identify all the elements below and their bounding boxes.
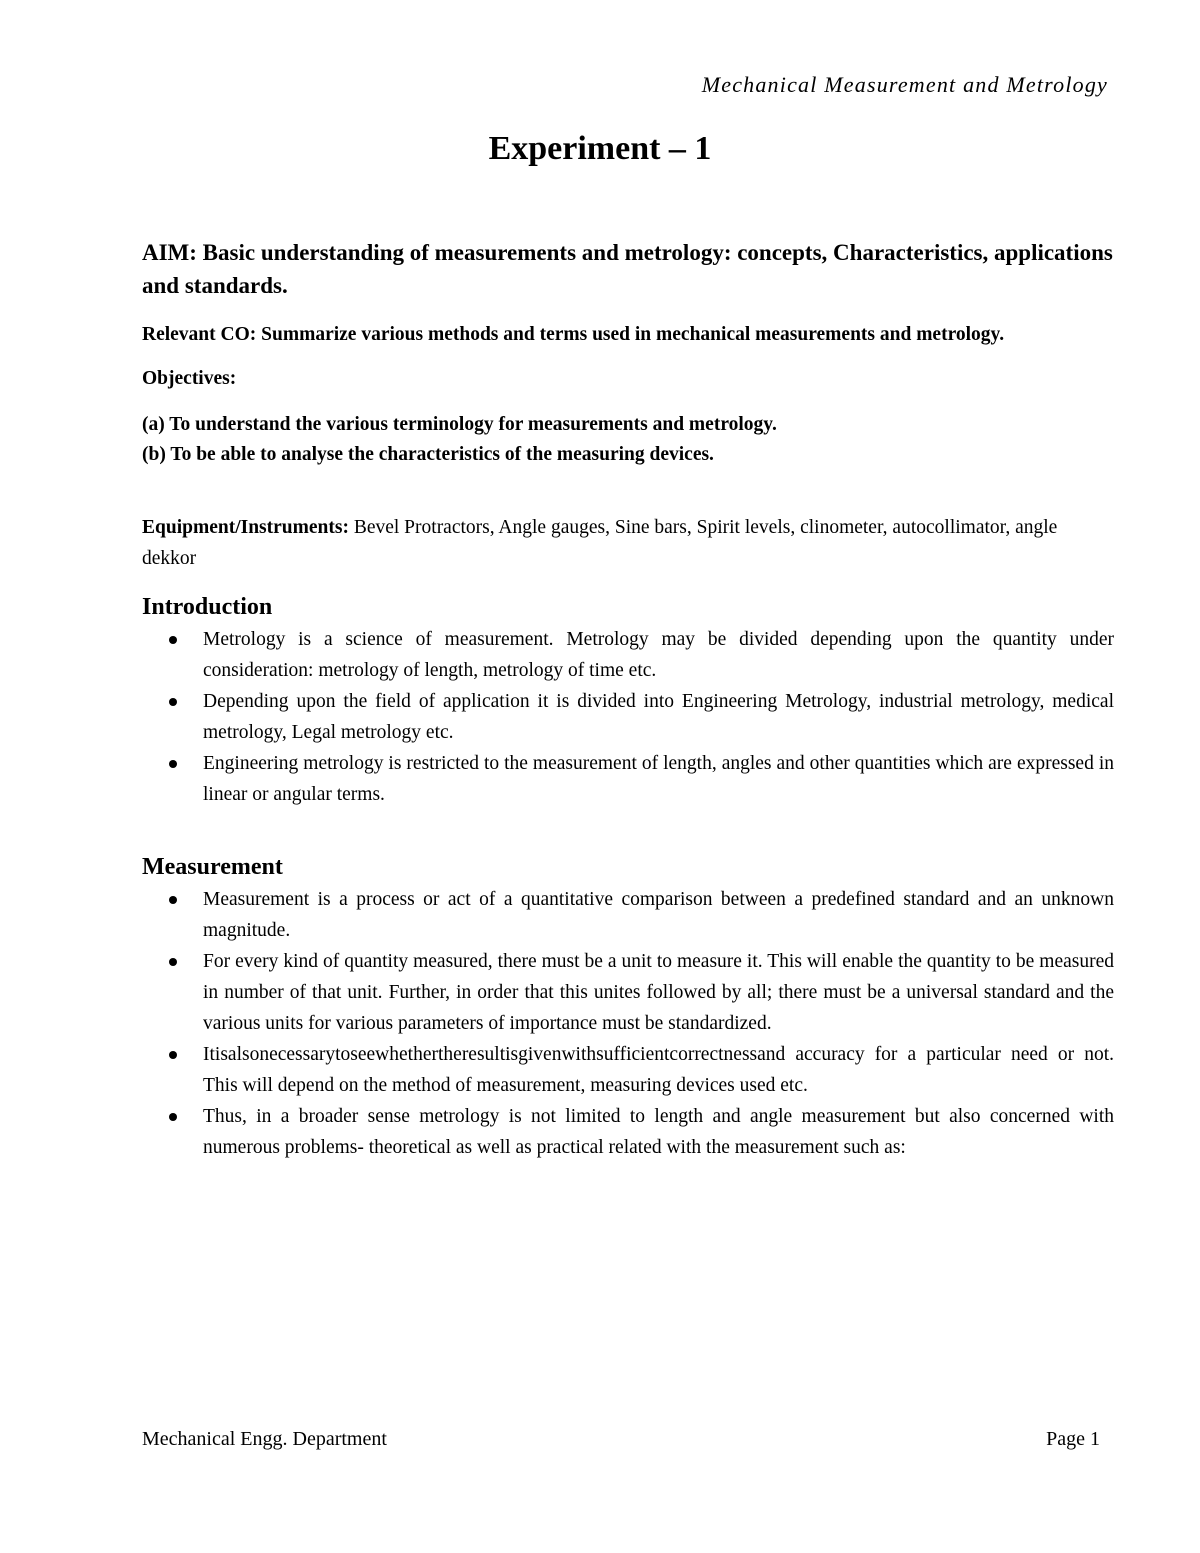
measurement-heading: Measurement: [142, 854, 283, 880]
bullet-icon: [169, 698, 177, 706]
list-item: Itisalsonecessarytoseewhethertheresultisgivenwithsufficientcorrectnessand accuracy for a particular need or not. This will depend on the method of measurement, measuring devices used etc.: [142, 1039, 1114, 1101]
footer-department: Mechanical Engg. Department: [142, 1428, 387, 1450]
bullet-icon: [169, 760, 177, 768]
list-item: For every kind of quantity measured, there must be a unit to measure it. This will enable the quantity to be measured in number of that unit. Further, in order that this unites followed by all; there must be a universal standard and the various units for various parameters of importance must be standardized.: [142, 946, 1114, 1039]
introduction-heading: Introduction: [142, 594, 273, 620]
bullet-icon: [169, 1051, 177, 1059]
bullet-icon: [169, 636, 177, 644]
list-item: Depending upon the field of application it is divided into Engineering Metrology, industrial metrology, medical metrology, Legal metrology etc.: [142, 686, 1114, 748]
objective-item: (b) To be able to analyse the characteristics of the measuring devices.: [142, 444, 714, 465]
bullet-icon: [169, 896, 177, 904]
equipment-text: Bevel Protractors, Angle gauges, Sine bars, Spirit levels, clinometer, autocollimator, angle dekkor: [142, 517, 1058, 569]
bullet-icon: [169, 958, 177, 966]
list-item: Thus, in a broader sense metrology is not limited to length and angle measurement but also concerned with numerous problems- theoretical as well as practical related with the measurement such as:: [142, 1101, 1114, 1163]
list-item: Metrology is a science of measurement. Metrology may be divided depending upon the quantity under consideration: metrology of length, metrology of time etc.: [142, 624, 1114, 686]
footer-page-number: Page 1: [1046, 1428, 1100, 1450]
objectives-heading: Objectives:: [142, 368, 237, 389]
measurement-list: [142, 884, 1114, 1163]
equipment-label: Equipment/Instruments:: [142, 517, 349, 538]
introduction-list: [142, 624, 1114, 810]
running-header: Mechanical Measurement and Metrology: [701, 72, 1108, 97]
objective-item: (a) To understand the various terminology for measurements and metrology.: [142, 414, 777, 435]
document-body: [142, 236, 1114, 1163]
list-item: Engineering metrology is restricted to the measurement of length, angles and other quantities which are expressed in linear or angular terms.: [142, 748, 1114, 810]
aim-statement: AIM: Basic understanding of measurements and metrology: concepts, Characteristics, applications and standards.: [142, 240, 1113, 298]
list-item: Measurement is a process or act of a quantitative comparison between a predefined standard and an unknown magnitude.: [142, 884, 1114, 946]
relevant-co: Relevant CO: Summarize various methods and terms used in mechanical measurements and metrology.: [142, 324, 1005, 345]
equipment-paragraph: [142, 512, 1114, 574]
bullet-icon: [169, 1113, 177, 1121]
page-title: Experiment – 1: [488, 130, 712, 167]
